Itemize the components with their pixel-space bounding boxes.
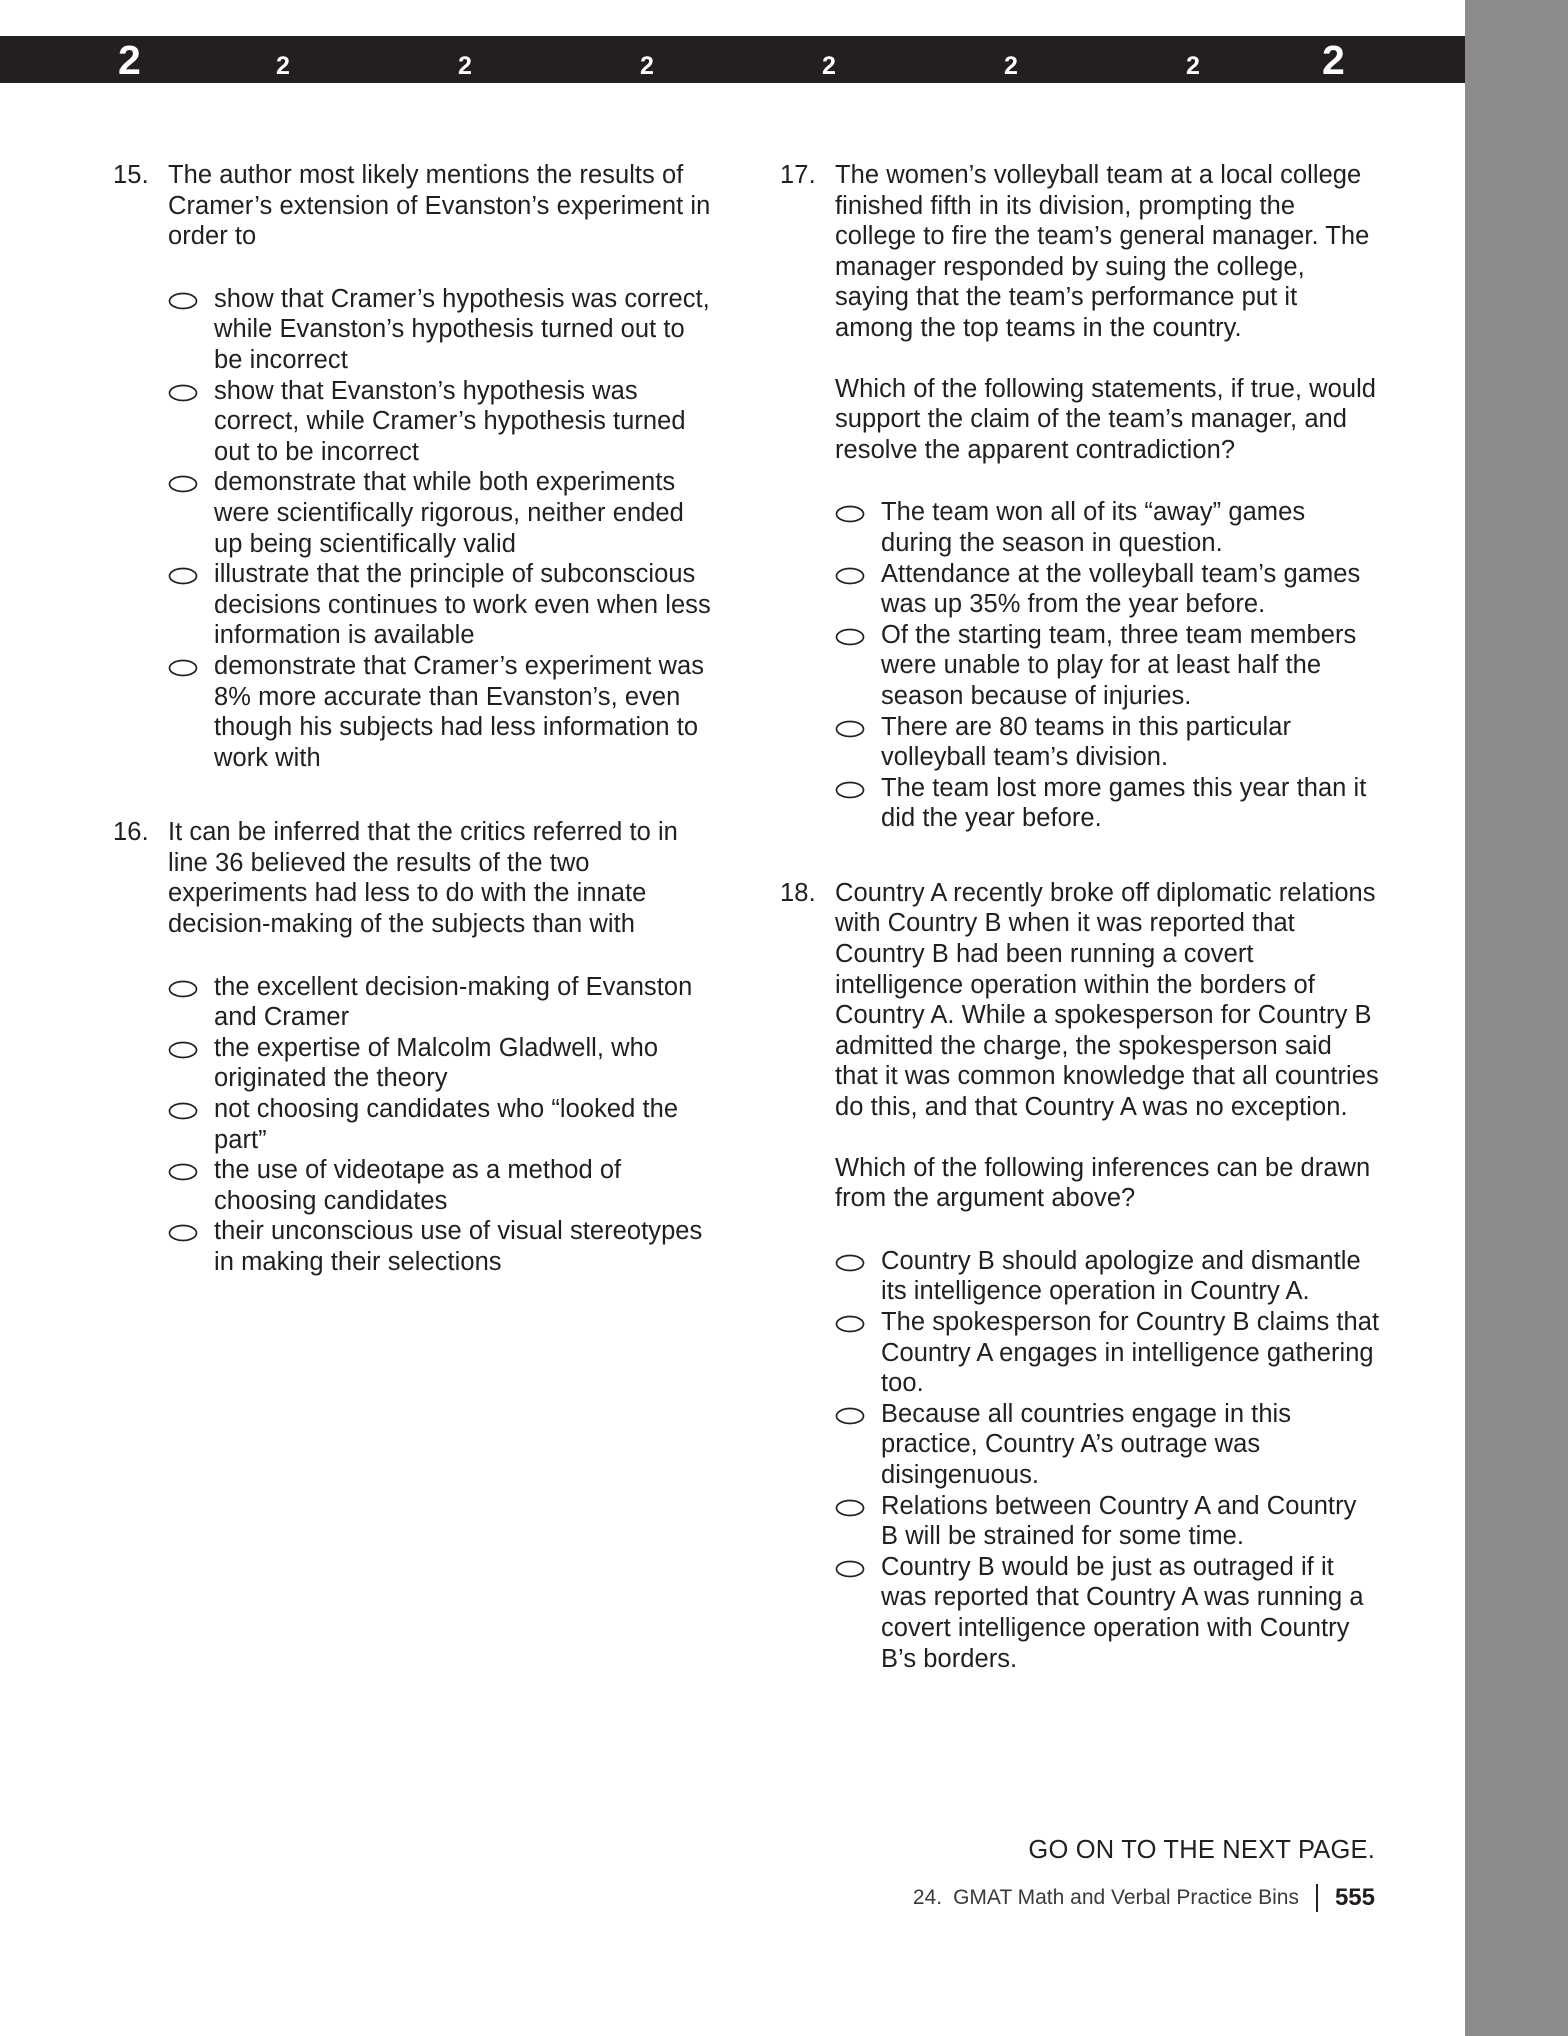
choice-text: illustrate that the principle of subconscious decisions continues to work even when less information is available [214,560,711,650]
footer-page-number: 555 [1334,1884,1375,1911]
footer-chapter-title: GMAT Math and Verbal Practice Bins [953,1886,1299,1909]
choice-text: show that Cramer’s hypothesis was correct, while Evanston’s hypothesis turned out to be incorrect [214,284,710,374]
choice-text: Because all countries engage in this practice, Country A’s outrage was disingenuous. [881,1399,1292,1489]
answer-choice[interactable] [835,620,1380,712]
page-footer [0,1884,1375,1912]
answer-choice[interactable] [835,773,1380,834]
choice-text: not choosing candidates who “looked the part” [214,1095,679,1154]
answer-choices [168,972,713,1278]
section-header-band [0,36,1465,83]
choice-oval-icon [835,505,865,523]
go-on-notice: GO ON TO THE NEXT PAGE. [1028,1836,1375,1864]
answer-choice[interactable] [835,497,1380,558]
answer-choices [835,1246,1380,1674]
choice-oval-icon [168,1041,198,1059]
choice-text: The spokesperson for Country B claims that Country A engages in intelligence gathering too. [881,1308,1380,1398]
choice-oval-icon [835,1499,865,1517]
answer-choice[interactable] [835,1399,1380,1491]
footer-chapter-number: 24. [912,1886,943,1909]
choice-oval-icon [835,628,865,646]
question-18 [780,878,1380,1674]
right-gutter-bar [1465,0,1568,2036]
answer-choice[interactable] [835,559,1380,620]
choice-text: Relations between Country A and Country B will be strained for some time. [881,1491,1357,1551]
choice-oval-icon [835,720,865,738]
answer-choices [168,284,713,774]
header-section-number: 2 [1004,52,1018,80]
question-head [113,817,713,939]
choice-text: the use of videotape as a method of choosing candidates [214,1156,622,1215]
choice-text: The team lost more games this year than it did the year before. [881,773,1367,833]
header-section-number: 2 [118,37,141,83]
choice-oval-icon [835,567,865,585]
question-stem: It can be inferred that the critics referred to in line 36 believed the results of the two experiments had less to do with the innate decision-making of the subjects than with [168,818,678,939]
choice-oval-icon [168,567,198,585]
question-head [113,160,713,252]
answer-choice[interactable] [835,1491,1380,1552]
answer-choices [835,497,1380,834]
header-section-number: 2 [640,52,654,80]
answer-choice[interactable] [168,651,713,773]
answer-choice[interactable] [168,559,713,651]
choice-text: show that Evanston’s hypothesis was correct, while Cramer’s hypothesis turned out to be incorrect [214,376,686,466]
choice-text: demonstrate that Cramer’s experiment was 8% more accurate than Evanston’s, even though his subjects had less information to work with [214,651,705,772]
question-15 [113,160,713,773]
choice-oval-icon [168,475,198,493]
choice-oval-icon [168,1224,198,1242]
header-section-number: 2 [1322,37,1345,83]
answer-choice[interactable] [168,1094,713,1155]
left-column [113,160,713,1278]
choice-text: their unconscious use of visual stereotypes in making their selections [214,1217,703,1276]
choice-text: Of the starting team, three team members were unable to play for at least half the season because of injuries. [881,620,1357,710]
choice-oval-icon [835,1315,865,1333]
answer-choice[interactable] [168,972,713,1033]
answer-choice[interactable] [168,1155,713,1216]
question-16 [113,817,713,1277]
answer-choice[interactable] [168,467,713,559]
choice-oval-icon [835,1407,865,1425]
choice-text: the excellent decision-making of Evanston and Cramer [214,972,693,1032]
choice-oval-icon [168,1163,198,1181]
question-17 [780,160,1380,834]
question-head [780,160,1380,344]
question-sub-stem: Which of the following statements, if true, would support the claim of the team’s manager, and resolve the apparent contradiction? [835,374,1377,464]
question-stem: The women’s volleyball team at a local college finished fifth in its division, prompting the college to fire the team’s general manager. The manager responded by suing the college, saying that the team’s performance put it among the top teams in the country. [835,161,1370,342]
question-number: 15. [113,161,149,189]
choice-text: Country B would be just as outraged if it was reported that Country A was running a covert intelligence operation with Country B’s borders. [881,1552,1364,1673]
answer-choice[interactable] [168,1033,713,1094]
choice-text: The team won all of its “away” games during the season in question. [881,498,1306,557]
answer-choice[interactable] [835,1307,1380,1399]
question-number: 18. [780,878,816,907]
question-sub-stem: Which of the following inferences can be drawn from the argument above? [835,1153,1371,1213]
choice-text: Attendance at the volleyball team’s games was up 35% from the year before. [881,559,1361,619]
choice-oval-icon [168,1102,198,1120]
answer-choice[interactable] [168,284,713,376]
question-stem: Country A recently broke off diplomatic relations with Country B when it was reported that Country B had been running a covert intelligence operation within the borders of Country A. While a spokesperson for Country B admitted the charge, the spokesperson said that it was common knowledge that all countries do this, and that Country A was no exception. [835,878,1379,1122]
choice-oval-icon [168,292,198,310]
question-gap [780,834,1380,878]
answer-choice[interactable] [835,1246,1380,1307]
answer-choice[interactable] [168,376,713,468]
choice-text: demonstrate that while both experiments were scientifically rigorous, neither ended up being scientifically valid [214,468,684,558]
answer-choice[interactable] [835,1552,1380,1674]
choice-oval-icon [168,659,198,677]
choice-text: Country B should apologize and dismantle its intelligence operation in Country A. [881,1246,1361,1306]
answer-choice[interactable] [168,1216,713,1277]
choice-oval-icon [835,1254,865,1272]
footer-divider [1316,1884,1318,1912]
choice-oval-icon [835,1560,865,1578]
question-head [780,878,1380,1123]
header-section-number: 2 [1186,52,1200,80]
choice-oval-icon [168,980,198,998]
question-number: 16. [113,818,149,847]
right-column [780,160,1380,1674]
choice-oval-icon [835,781,865,799]
choice-oval-icon [168,384,198,402]
answer-choice[interactable] [835,712,1380,773]
question-gap [113,773,713,817]
question-stem: The author most likely mentions the results of Cramer’s extension of Evanston’s experiment in order to [168,161,711,251]
choice-text: There are 80 teams in this particular volleyball team’s division. [881,712,1292,772]
header-section-number: 2 [276,52,290,80]
header-section-number: 2 [822,52,836,80]
header-section-number: 2 [458,52,472,80]
choice-text: the expertise of Malcolm Gladwell, who originated the theory [214,1033,659,1093]
question-number: 17. [780,161,816,189]
